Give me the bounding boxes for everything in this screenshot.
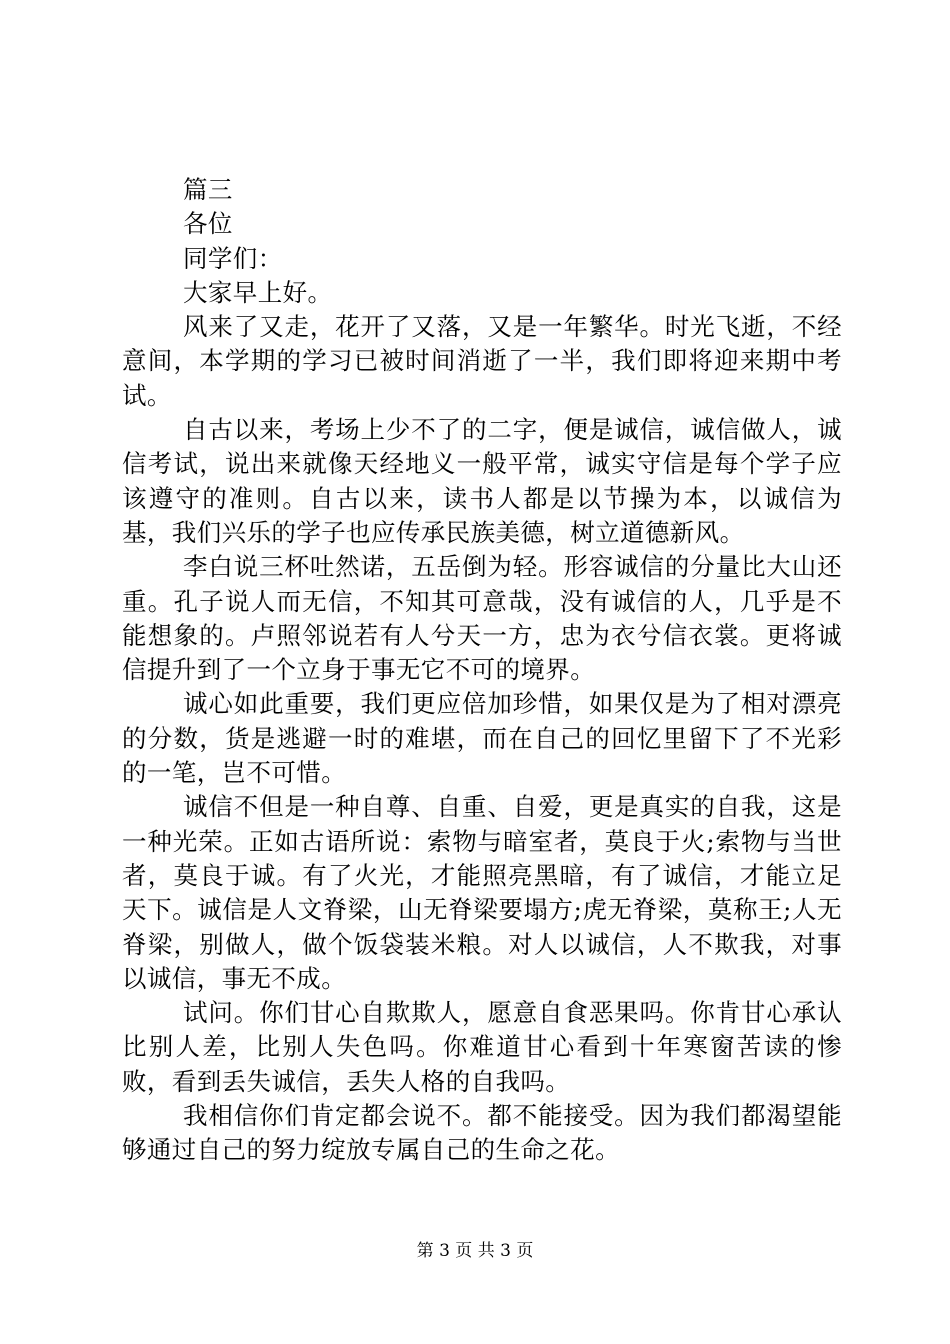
page-number-footer: 第 3 页 共 3 页 bbox=[416, 1241, 534, 1261]
paragraph-5: 诚信不但是一种自尊、自重、自爱，更是真实的自我，这是一种光荣。正如古语所说：索物与暗室者，莫良于火;索物与当世者，莫良于诚。有了火光，才能照亮黑暗，有了诚信，才能立足天下。诚信是人文脊梁，山无脊梁要塌方;虎无脊梁，莫称王;人无脊梁，别做人，做个饭袋装米粮。对人以诚信，人不欺我，对事以诚信，事无不成。 bbox=[122, 792, 842, 993]
paragraph-7: 我相信你们肯定都会说不。都不能接受。因为我们都渴望能够通过自己的努力绽放专属自己的生命之花。 bbox=[122, 1101, 842, 1165]
paragraph-6: 试问。你们甘心自欺欺人，愿意自食恶果吗。你肯甘心承认比别人差，比别人失色吗。你难道甘心看到十年寒窗苦读的惨败，看到丢失诚信，丢失人格的自我吗。 bbox=[122, 998, 842, 1096]
salutation-line-1: 各位 bbox=[183, 209, 233, 239]
paragraph-1: 风来了又走，花开了又落，又是一年繁华。时光飞逝，不经意间，本学期的学习已被时间消逝了一半，我们即将迎来期中考试。 bbox=[122, 312, 842, 410]
paragraph-3: 李白说三杯吐然诺，五岳倒为轻。形容诚信的分量比大山还重。孔子说人而无信，不知其可意哉，没有诚信的人，几乎是不能想象的。卢照邻说若有人兮天一方，忠为衣兮信衣裳。更将诚信提升到了一个立身于事无它不可的境界。 bbox=[122, 552, 842, 685]
greeting-line: 大家早上好。 bbox=[183, 277, 333, 307]
paragraph-2: 自古以来，考场上少不了的二字，便是诚信，诚信做人，诚信考试，说出来就像天经地义一般平常，诚实守信是每个学子应该遵守的准则。自古以来，读书人都是以节操为本，以诚信为基，我们兴乐的学子也应传承民族美德，树立道德新风。 bbox=[122, 415, 842, 547]
salutation-line-2: 同学们： bbox=[183, 243, 283, 273]
paragraph-4: 诚心如此重要，我们更应倍加珍惜，如果仅是为了相对漂亮的分数，货是逃避一时的难堪，而在自己的回忆里留下了不光彩的一笔，岂不可惜。 bbox=[122, 689, 842, 788]
section-title: 篇三 bbox=[183, 175, 233, 204]
document-body bbox=[122, 173, 842, 1168]
